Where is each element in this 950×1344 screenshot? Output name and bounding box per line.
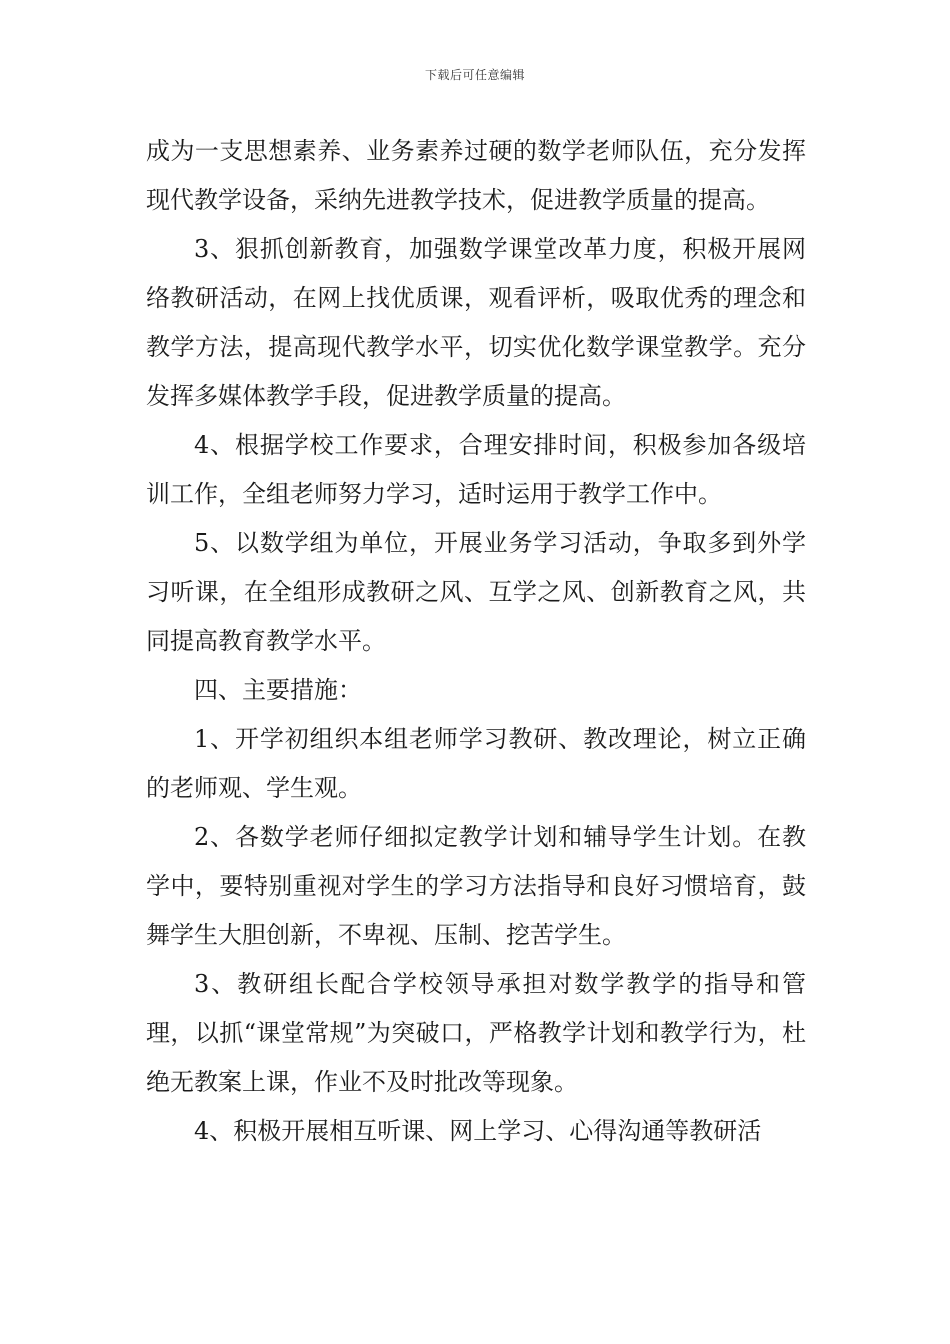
paragraph: 4、积极开展相互听课、网上学习、心得沟通等教研活: [194, 1117, 762, 1145]
paragraph: 4、根据学校工作要求，合理安排时间，积极参加各级培训工作，全组老师努力学习，适时运用于教学工作中。: [146, 431, 806, 508]
paragraph: 3、狠抓创新教育，加强数学课堂改革力度，积极开展网络教研活动，在网上找优质课，观看评析，吸取优秀的理念和教学方法，提高现代教学水平，切实优化数学课堂教学。充分发挥多媒体教学手段，促进教学质量的提高。: [146, 235, 806, 410]
paragraph: 2、各数学老师仔细拟定教学计划和辅导学生计划。在教学中，要特别重视对学生的学习方法指导和良好习惯培育，鼓舞学生大胆创新，不卑视、压制、挖苦学生。: [146, 823, 806, 949]
paragraph: 5、以数学组为单位，开展业务学习活动，争取多到外学习听课，在全组形成教研之风、互学之风、创新教育之风，共同提高教育教学水平。: [146, 529, 806, 655]
paragraph: 1、开学初组织本组老师学习教研、教改理论，树立正确的老师观、学生观。: [146, 725, 806, 802]
document-body: [146, 127, 806, 1156]
paragraph: 3、教研组长配合学校领导承担对数学教学的指导和管理，以抓“课堂常规”为突破口，严格教学计划和教学行为，杜绝无教案上课，作业不及时批改等现象。: [146, 970, 806, 1096]
paragraph: 成为一支思想素养、业务素养过硬的数学老师队伍，充分发挥现代教学设备，采纳先进教学技术，促进教学质量的提高。: [146, 137, 806, 214]
section-heading: 四、主要措施：: [194, 676, 362, 704]
page-header-note: 下载后可任意编辑: [424, 68, 525, 82]
